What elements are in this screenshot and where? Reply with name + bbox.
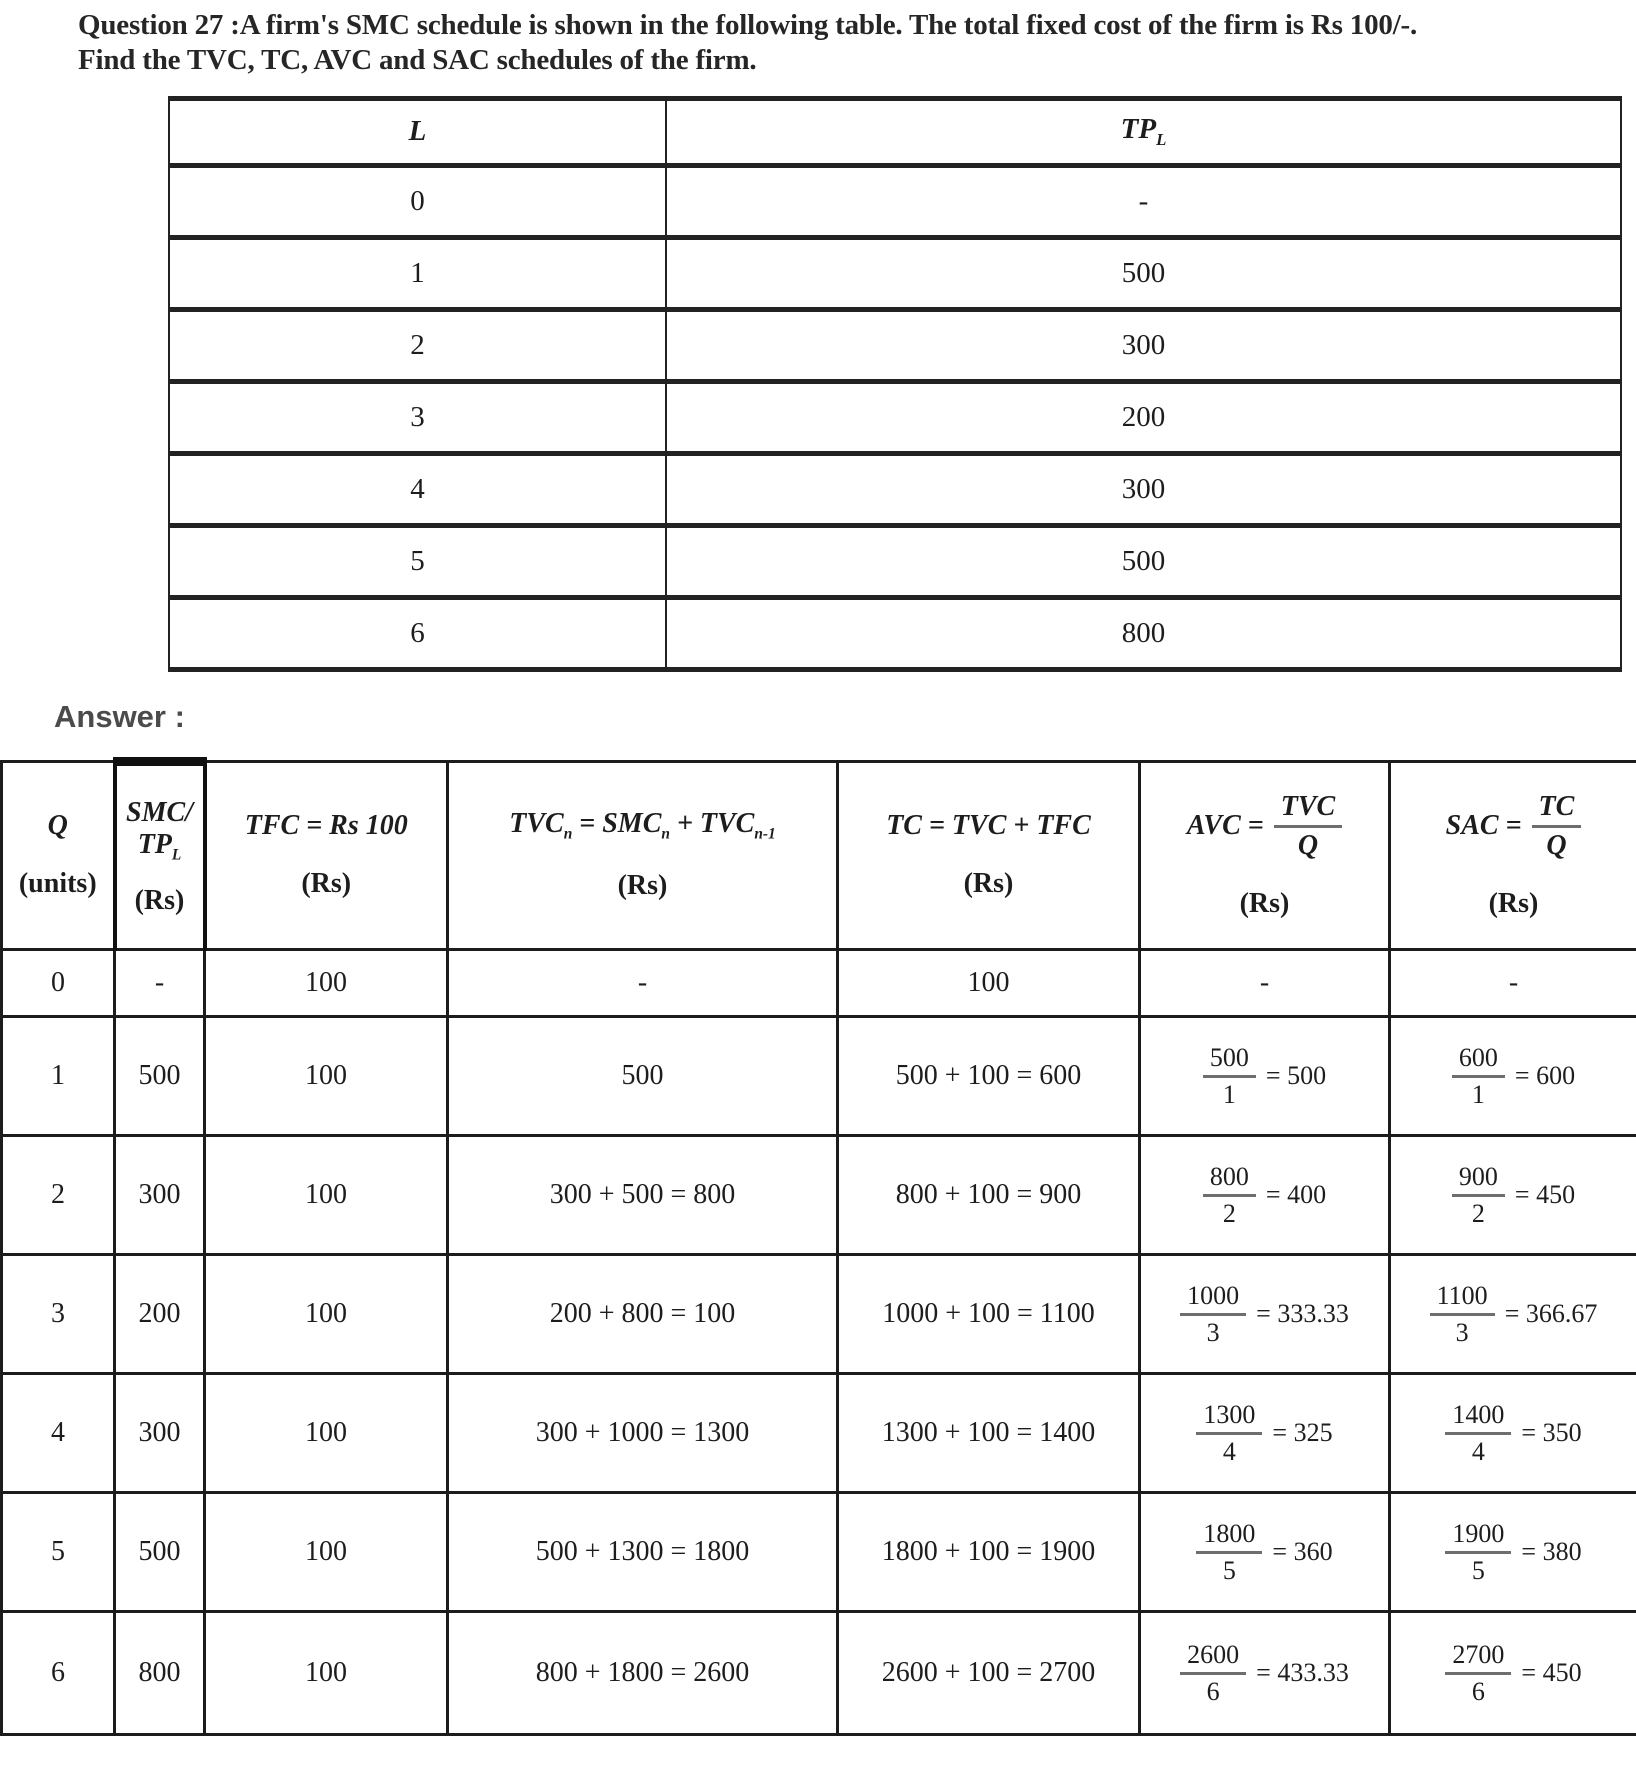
answer-label: Answer : bbox=[54, 699, 1636, 735]
fraction bbox=[1180, 1640, 1349, 1707]
fraction-result: = 433.33 bbox=[1256, 1658, 1349, 1688]
schedule-header-row bbox=[169, 98, 1621, 165]
fraction bbox=[1196, 1400, 1332, 1467]
tpl-subscript: L bbox=[1156, 130, 1166, 149]
fraction-result: = 500 bbox=[1266, 1061, 1326, 1091]
fraction-numerator: 1100 bbox=[1430, 1281, 1495, 1316]
cell-q: 3 bbox=[2, 1254, 115, 1373]
fraction-result: = 400 bbox=[1266, 1180, 1326, 1210]
schedule-table bbox=[168, 96, 1622, 672]
cell-sac: - bbox=[1390, 949, 1636, 1016]
fraction-numerator: 2600 bbox=[1180, 1640, 1246, 1675]
answer-row bbox=[2, 1135, 1636, 1254]
cell-smc: 200 bbox=[115, 1254, 205, 1373]
cell-sac bbox=[1390, 1373, 1636, 1492]
fraction-numerator: 600 bbox=[1452, 1043, 1505, 1078]
cell-avc bbox=[1140, 1492, 1390, 1611]
schedule-header-tpl: $TP_L$ bbox=[666, 98, 1621, 165]
cell-tvc: 500 + 1300 = 1800 bbox=[448, 1492, 838, 1611]
answer-header-sac: SAC = $\frac{TC}{Q}$ (Rs) bbox=[1390, 761, 1636, 949]
answer-row bbox=[2, 1611, 1636, 1734]
fraction-numerator: 1000 bbox=[1180, 1281, 1246, 1316]
schedule-cell-l: 5 bbox=[169, 525, 666, 597]
answer-header-smc: SMC/ $TP_L$ (Rs) bbox=[115, 761, 205, 949]
answer-row bbox=[2, 1373, 1636, 1492]
schedule-cell-tp: 500 bbox=[666, 525, 1621, 597]
fraction-result: = 333.33 bbox=[1256, 1299, 1349, 1329]
cell-tfc: 100 bbox=[205, 1492, 448, 1611]
fraction-numerator: 900 bbox=[1452, 1162, 1505, 1197]
fraction-denominator: 5 bbox=[1472, 1554, 1485, 1586]
cell-q: 1 bbox=[2, 1016, 115, 1135]
cell-avc bbox=[1140, 1016, 1390, 1135]
fraction-denominator: 6 bbox=[1472, 1675, 1485, 1707]
schedule-cell-l: 0 bbox=[169, 165, 666, 237]
fraction bbox=[1180, 1281, 1349, 1348]
schedule-header-l: L bbox=[169, 98, 666, 165]
cell-avc bbox=[1140, 1135, 1390, 1254]
cell-sac bbox=[1390, 1016, 1636, 1135]
fraction bbox=[1452, 1162, 1575, 1229]
answer-row bbox=[2, 1016, 1636, 1135]
smc-tpl-subscript: L bbox=[172, 847, 181, 864]
cell-tfc: 100 bbox=[205, 1611, 448, 1734]
question-line-2: Find the TVC, TC, AVC and SAC schedules of the firm. bbox=[78, 43, 1626, 78]
fraction bbox=[1445, 1640, 1581, 1707]
cell-q: 2 bbox=[2, 1135, 115, 1254]
cell-tc: 1800 + 100 = 1900 bbox=[838, 1492, 1140, 1611]
fraction-numerator: 1900 bbox=[1445, 1519, 1511, 1554]
cell-smc: 300 bbox=[115, 1135, 205, 1254]
cell-avc bbox=[1140, 1611, 1390, 1734]
schedule-cell-tp: 800 bbox=[666, 597, 1621, 669]
cell-sac bbox=[1390, 1492, 1636, 1611]
cell-smc: 300 bbox=[115, 1373, 205, 1492]
answer-header-tvc: $TVC_n = SMC_n + TVC_{n-1}$ (Rs) bbox=[448, 761, 838, 949]
fraction-result: = 366.67 bbox=[1505, 1299, 1598, 1329]
fraction bbox=[1196, 1519, 1332, 1586]
cell-tc: 500 + 100 = 600 bbox=[838, 1016, 1140, 1135]
cell-tfc: 100 bbox=[205, 949, 448, 1016]
fraction-denominator: 4 bbox=[1223, 1435, 1236, 1467]
cell-tc: 100 bbox=[838, 949, 1140, 1016]
fraction-numerator: 1800 bbox=[1196, 1519, 1262, 1554]
cell-smc: - bbox=[115, 949, 205, 1016]
cell-q: 4 bbox=[2, 1373, 115, 1492]
cell-sac bbox=[1390, 1611, 1636, 1734]
fraction-denominator: 1 bbox=[1223, 1078, 1236, 1110]
fraction bbox=[1430, 1281, 1598, 1348]
schedule-row bbox=[169, 165, 1621, 237]
fraction-denominator: 2 bbox=[1472, 1197, 1485, 1229]
cell-q: 6 bbox=[2, 1611, 115, 1734]
fraction-result: = 360 bbox=[1272, 1537, 1332, 1567]
cell-tvc: 500 bbox=[448, 1016, 838, 1135]
cell-tc: 1000 + 100 = 1100 bbox=[838, 1254, 1140, 1373]
cell-tvc: 300 + 500 = 800 bbox=[448, 1135, 838, 1254]
cell-tfc: 100 bbox=[205, 1016, 448, 1135]
cell-smc: 500 bbox=[115, 1492, 205, 1611]
schedule-row bbox=[169, 597, 1621, 669]
cell-tc: 1300 + 100 = 1400 bbox=[838, 1373, 1140, 1492]
cell-q: 5 bbox=[2, 1492, 115, 1611]
cell-tc: 2600 + 100 = 2700 bbox=[838, 1611, 1140, 1734]
answer-table bbox=[0, 757, 1636, 1736]
schedule-cell-tp: 300 bbox=[666, 309, 1621, 381]
fraction-numerator: 500 bbox=[1203, 1043, 1256, 1078]
fraction-numerator: 2700 bbox=[1445, 1640, 1511, 1675]
schedule-cell-l: 2 bbox=[169, 309, 666, 381]
answer-header-row bbox=[2, 761, 1636, 949]
fraction-denominator: 4 bbox=[1472, 1435, 1485, 1467]
fraction-numerator: 1300 bbox=[1196, 1400, 1262, 1435]
tvc-formula: $TVC_n = SMC_n + TVC_{n-1}$ bbox=[453, 808, 832, 844]
fraction-result: = 325 bbox=[1272, 1418, 1332, 1448]
answer-header-tc: TC = TVC + TFC (Rs) bbox=[838, 761, 1140, 949]
fraction bbox=[1203, 1043, 1326, 1110]
fraction-denominator: 1 bbox=[1472, 1078, 1485, 1110]
schedule-cell-tp: 200 bbox=[666, 381, 1621, 453]
cell-smc: 500 bbox=[115, 1016, 205, 1135]
fraction-denominator: 2 bbox=[1223, 1197, 1236, 1229]
fraction-result: = 600 bbox=[1515, 1061, 1575, 1091]
fraction-denominator: 3 bbox=[1456, 1316, 1469, 1348]
cell-avc bbox=[1140, 1254, 1390, 1373]
fraction-denominator: 5 bbox=[1223, 1554, 1236, 1586]
answer-header-q: Q (units) bbox=[2, 761, 115, 949]
answer-row bbox=[2, 1254, 1636, 1373]
schedule-row bbox=[169, 381, 1621, 453]
fraction bbox=[1452, 1043, 1575, 1110]
fraction-denominator: 3 bbox=[1207, 1316, 1220, 1348]
sac-formula: SAC = $\frac{TC}{Q}$ bbox=[1395, 791, 1632, 862]
fraction-denominator: 6 bbox=[1207, 1675, 1220, 1707]
cell-tc: 800 + 100 = 900 bbox=[838, 1135, 1140, 1254]
answer-header-tfc: TFC = Rs 100 (Rs) bbox=[205, 761, 448, 949]
fraction-numerator: 1400 bbox=[1445, 1400, 1511, 1435]
schedule-row bbox=[169, 237, 1621, 309]
cell-avc bbox=[1140, 1373, 1390, 1492]
schedule-row bbox=[169, 453, 1621, 525]
fraction bbox=[1445, 1400, 1581, 1467]
answer-header-avc: AVC = $\frac{\text{TVC}}{Q}$ (Rs) bbox=[1140, 761, 1390, 949]
schedule-cell-l: 6 bbox=[169, 597, 666, 669]
schedule-cell-tp: 500 bbox=[666, 237, 1621, 309]
schedule-cell-l: 3 bbox=[169, 381, 666, 453]
fraction bbox=[1445, 1519, 1581, 1586]
cell-tvc: 800 + 1800 = 2600 bbox=[448, 1611, 838, 1734]
schedule-row bbox=[169, 525, 1621, 597]
cell-smc: 800 bbox=[115, 1611, 205, 1734]
fraction-result: = 450 bbox=[1521, 1658, 1581, 1688]
fraction-result: = 450 bbox=[1515, 1180, 1575, 1210]
cell-tvc: - bbox=[448, 949, 838, 1016]
avc-formula: AVC = $\frac{\text{TVC}}{Q}$ bbox=[1145, 791, 1384, 862]
cell-tfc: 100 bbox=[205, 1254, 448, 1373]
cell-tfc: 100 bbox=[205, 1373, 448, 1492]
fraction-result: = 380 bbox=[1521, 1537, 1581, 1567]
schedule-row bbox=[169, 309, 1621, 381]
schedule-cell-tp: - bbox=[666, 165, 1621, 237]
cell-q: 0 bbox=[2, 949, 115, 1016]
fraction bbox=[1203, 1162, 1326, 1229]
cell-tfc: 100 bbox=[205, 1135, 448, 1254]
question-text bbox=[78, 8, 1626, 79]
answer-row bbox=[2, 949, 1636, 1016]
schedule-cell-l: 1 bbox=[169, 237, 666, 309]
cell-sac bbox=[1390, 1135, 1636, 1254]
schedule-cell-l: 4 bbox=[169, 453, 666, 525]
question-line-1: Question 27 :A firm's SMC schedule is shown in the following table. The total fixed cost of the firm is Rs 100/-. bbox=[78, 8, 1626, 43]
answer-row bbox=[2, 1492, 1636, 1611]
cell-tvc: 200 + 800 = 100 bbox=[448, 1254, 838, 1373]
fraction-result: = 350 bbox=[1521, 1418, 1581, 1448]
fraction-numerator: 800 bbox=[1203, 1162, 1256, 1197]
cell-avc: - bbox=[1140, 949, 1390, 1016]
schedule-cell-tp: 300 bbox=[666, 453, 1621, 525]
cell-tvc: 300 + 1000 = 1300 bbox=[448, 1373, 838, 1492]
cell-sac bbox=[1390, 1254, 1636, 1373]
